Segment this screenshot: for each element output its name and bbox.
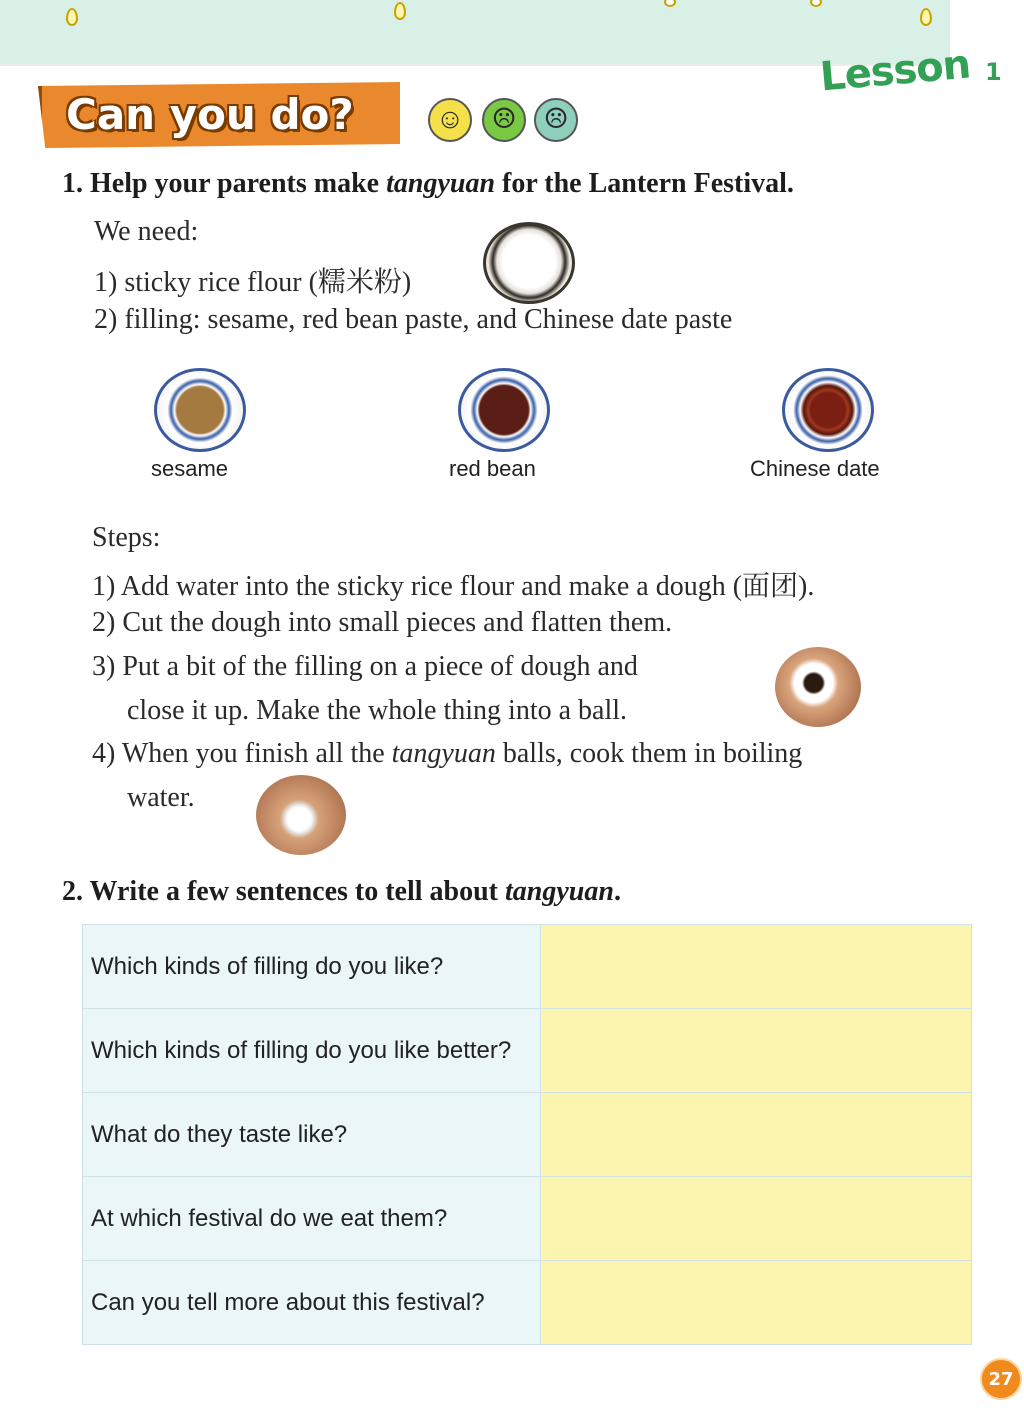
page-number: 27 [980, 1358, 1022, 1400]
question-cell: What do they taste like? [83, 1093, 541, 1177]
worried-face-icon: ☹ [482, 98, 526, 142]
step-4-cont: water. [127, 782, 195, 813]
raindrop-icon [394, 2, 406, 20]
answer-cell[interactable] [541, 1261, 972, 1345]
dough-filling-photo [775, 647, 861, 727]
caption-chinese-date: Chinese date [750, 456, 880, 481]
top-banner [0, 0, 950, 66]
question-table [82, 924, 972, 1345]
raindrop-icon [920, 8, 932, 26]
step-4: 4) When you finish all the tangyuan balls, cook them in boiling [92, 738, 803, 769]
need-item-1: 1) sticky rice flour (糯米粉) [94, 267, 412, 298]
raindrop-icon [66, 8, 78, 26]
question-cell: Can you tell more about this festival? [83, 1261, 541, 1345]
dot-icon [810, 0, 822, 7]
step-3-cont: close it up. Make the whole thing into a ball. [127, 695, 628, 726]
table-row [83, 1009, 972, 1093]
answer-cell[interactable] [541, 1093, 972, 1177]
question-cell: Which kinds of filling do you like? [83, 925, 541, 1009]
sad-face-icon: ☹ [534, 98, 578, 142]
task2-heading: 2. Write a few sentences to tell about tangyuan. [62, 876, 621, 907]
answer-cell[interactable] [541, 925, 972, 1009]
flour-photo [483, 222, 575, 304]
need-item-2: 2) filling: sesame, red bean paste, and Chinese date paste [94, 304, 733, 335]
dot-icon [664, 0, 676, 7]
chinese-date-photo [782, 368, 874, 452]
sesame-photo [154, 368, 246, 452]
task1-heading: 1. Help your parents make tangyuan for the Lantern Festival. [62, 168, 794, 199]
table-row [83, 1093, 972, 1177]
we-need-label: We need: [94, 216, 199, 247]
question-cell: Which kinds of filling do you like better? [83, 1009, 541, 1093]
question-cell: At which festival do we eat them? [83, 1177, 541, 1261]
lesson-number: 1 [985, 58, 1002, 86]
step-1: 1) Add water into the sticky rice flour and make a dough (面团). [92, 571, 815, 602]
answer-cell[interactable] [541, 1009, 972, 1093]
tangyuan-ball-photo [256, 775, 346, 855]
caption-red-bean: red bean [449, 456, 536, 481]
caption-sesame: sesame [151, 456, 229, 481]
section-title: Can you do? [66, 90, 354, 139]
answer-cell[interactable] [541, 1177, 972, 1261]
happy-face-icon: ☺ [428, 98, 472, 142]
step-3: 3) Put a bit of the filling on a piece of dough and [92, 651, 638, 682]
step-2: 2) Cut the dough into small pieces and flatten them. [92, 607, 673, 638]
table-row [83, 1177, 972, 1261]
table-row [83, 1261, 972, 1345]
steps-label: Steps: [92, 522, 161, 553]
table-row [83, 925, 972, 1009]
red-bean-photo [458, 368, 550, 452]
lesson-label: Lesson [818, 41, 972, 101]
